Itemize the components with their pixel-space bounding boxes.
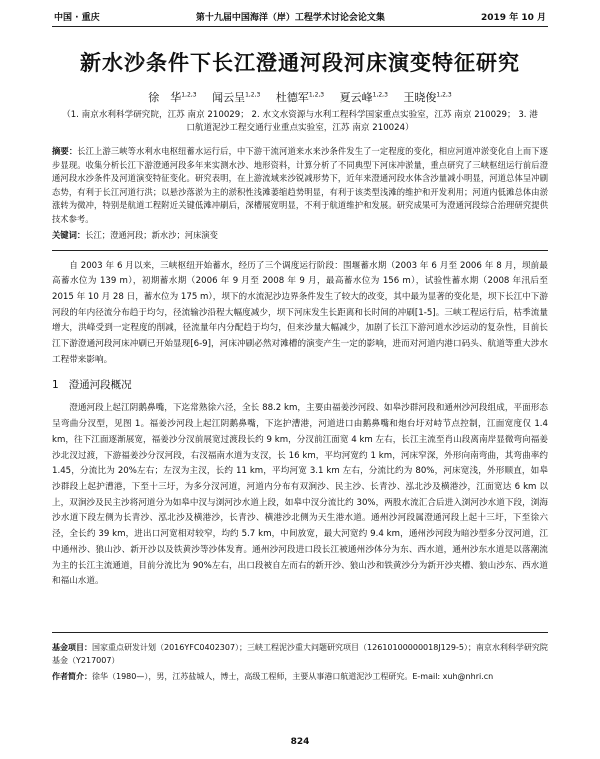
fund-label: 基金项目： [52, 643, 92, 652]
author-name: 王晓俊 [403, 91, 437, 104]
author [148, 91, 196, 104]
author-affiliation-marker: 1,2,3 [245, 91, 261, 99]
author-affiliation-marker: 1,2,3 [436, 91, 452, 99]
author [340, 91, 388, 104]
author-affiliation-marker: 1,2,3 [181, 91, 197, 99]
fund-text: 国家重点研发计划（2016YFC0402307）；三峡工程泥沙重大问题研究项目（12610100000018J129-5）；南京水利科学研究院基金（Y217007） [52, 643, 548, 665]
author-bio-label: 作者简介： [52, 672, 92, 681]
author [276, 91, 324, 104]
abstract-text: 长江上游三峡等水利水电枢纽蓄水运行后，中下游干流河道来水来沙条件发生了一定程度的变化，相应河道冲淤变化自上而下逐步显现。收集分析长江下游澄通河段多年来实测水沙、地形资料，计算分析了不同典型下河床冲淤量，重点研究了三峡枢纽运行前后澄通河段水沙条件及河道演变特征变化。研究表明，在上游流域来沙锐减形势下，近年来澄通河段水体含沙量减小明显，河道总体呈冲刷态势，有利于长江河道行洪；以悬沙落淤为主的淤积性浅滩萎缩趋势明显，有利于该类型浅滩的维护和开发利用；河道内低滩总体由淤涨转为微冲，特别是航道工程附近关键低滩冲刷后，深槽展宽明显，不利于航道维护和发展。研究成果可为澄通河段综合治理研究提供技术参考。 [52, 146, 548, 224]
abstract-divider [52, 250, 548, 251]
author-bio-footnote [52, 670, 548, 683]
keywords [52, 229, 548, 242]
keywords-label: 关键词： [52, 229, 86, 240]
author-affiliation-marker: 1,2,3 [308, 91, 325, 99]
fund-footnote [52, 641, 548, 667]
author [212, 91, 260, 104]
author-name: 杜德军 [275, 91, 309, 104]
intro-paragraph: 自 2003 年 6 月以来，三峡枢纽开始蓄水，经历了三个调度运行阶段：围堰蓄水期（2003 年 6 月至 2006 年 8 月，坝前最高蓄水位为 139 m），初期蓄水期（2006 年 9 月至 2008 年 9 月，最高蓄水位为 156 m），试验性蓄水期（2008 年汛后至 2015 年 10 月 28 日，蓄水位为 175 m），坝下的水流泥沙边界条件发生了较大的改变，其中最为显著的变化是，坝下长江中下游河段的年内径流分布趋于均匀，径流输沙沿程大幅度减少，坝下河床发生长距离和长时间的冲刷[1-5]。三峡工程运行后，枯季流量增大，洪峰受到一定程度的削减，径流量年内分配趋于均匀，但来沙量大幅减少，加剧了长江下游河道水沙运动的复杂性，目前长江下游澄通河段河床冲刷已开始显现[6-9]，河床冲刷必然对滩槽的演变产生一定的影响，进而对河道内港口码头、航道等重大涉水工程带来影响。 [52, 260, 548, 365]
running-header [52, 10, 548, 27]
author-name: 夏云峰 [339, 91, 373, 104]
author-bio-text: 徐华（1980—），男，江苏盐城人，博士，高级工程师，主要从事港口航道泥沙工程研究。E-mail: xuh@nhri.cn [92, 672, 494, 681]
author [403, 91, 451, 104]
paper-title: 新水沙条件下长江澄通河段河床演变特征研究 [80, 50, 520, 75]
header-proceedings-title: 第十九届中国海洋（岸）工程学术讨论会论文集 [195, 13, 385, 23]
keywords-text: 长江；澄通河段；新水沙；河床演变 [85, 229, 218, 240]
section-title: 澄通河段概况 [68, 379, 132, 392]
footnotes [52, 632, 548, 686]
author-name: 闻云呈 [212, 91, 246, 104]
page-number: 824 [290, 737, 310, 747]
author-affiliation-marker: 1,2,3 [372, 91, 388, 99]
header-location: 中国 · 重庆 [54, 13, 100, 23]
section-heading [52, 377, 548, 392]
abstract-label: 摘要： [52, 146, 78, 156]
section-paragraph: 澄通河段上起江阴鹅鼻嘴，下迄常熟徐六泾，全长 88.2 km，主要由福姜沙河段、如皋沙群河段和通州沙河段组成，平面形态呈弯曲分汊型，见图 1。福姜沙河段上起江阴鹅鼻嘴，下迄护漕港，河道进口由鹅鼻嘴和炮台圩对峙节点控制，江面宽度仅 1.4 km，往下江面逐渐展宽，福姜沙分汊前展宽过渡段长约 9 km，分汊前江面宽 4 km 左右，长江主流至肖山段离南岸显微弯向福姜沙北汊过渡，下游福姜沙分汊河段，右汊福南水道为支汊，长 16 km，平均河宽约 1 km，河床窄深，外形向南弯曲，其弯曲率约 1.45，分流比为 20%左右；左汊为主汊，长约 11 km，平均河宽 3.1 km 左右，分流比约为 80%，河床宽浅，外形顺直，如皋沙群段上起护漕港，下至十三圩，为多分汊河道，河道内分布有双涧沙、民主沙、长青沙、泓北沙及横港沙，江面宽达 6 km 以上，双涧沙及民主沙将河道分为如皋中汊与浏河沙水道上段，如皋中汊分流比约 30%，两股水流汇合后进入浏河沙水道下段，浏海沙水道下段左侧为长青沙、泓北沙及横港沙，长青沙、横港沙北侧为天生港水道。通州沙河段属澄通河段上起十三圩，下至徐六泾，全长约 39 km，进出口河宽相对较窄，均约 5.7 km，中间放宽，最大河宽约 9.4 km，通州沙河段为暗沙型多分汊河道，江中通州沙、狼山沙、新开沙以及铁黄沙等沙体发育。通州沙河段进口段长江被通州沙体分为东、西水道，通州沙东水道是以落潮流为主的长江主流通道，目前分流比为 90%左右，出口段被自左而右的新开沙、狼山沙和铁黄沙分为新开沙夹槽、狼山沙东、西水道和福山水道。 [52, 403, 548, 587]
author-list [52, 89, 548, 105]
section-number: 1 [52, 379, 59, 392]
abstract [52, 145, 548, 227]
affiliations: （1. 南京水利科学研究院，江苏 南京 210029； 2. 水文水资源与水利工程科学国家重点实验室，江苏 南京 210029； 3. 港口航道泥沙工程交通行业重点实验室，江苏 南京 210024） [62, 110, 538, 133]
header-date: 2019 年 10 月 [481, 13, 546, 23]
author-name: 徐 华 [148, 91, 182, 104]
